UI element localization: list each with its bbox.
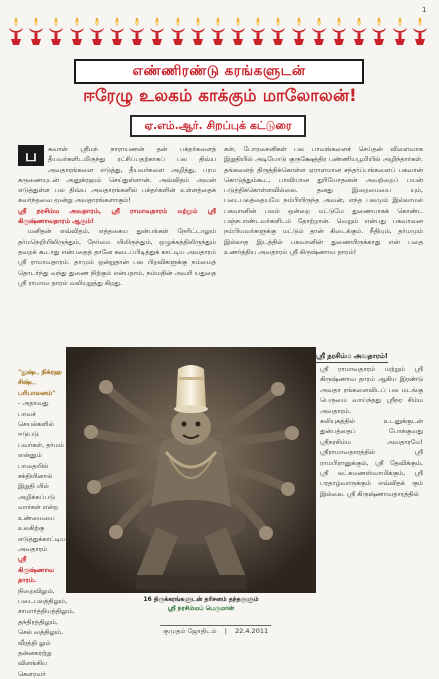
lamp-icon [370,15,388,47]
title-line-1: எண்ணிரண்டு கரங்களுடன் [132,62,306,79]
section-heading: ஸ்ரீ நரசிம்ம அவதாரம்! [316,352,388,360]
lamp-icon [269,15,287,47]
title-line-2: ஈரேழு உலகம் காக்கும் மாலோலன்! [83,86,357,105]
paragraph-text: கள், போரசைனிகள் பல பாவங்களைச் செய்தன் விளைவாக இறுதியில் அடியோடு குருக்ஷேத்திர புண்ணியபூமியில் அழிந்தார்கள். தங்களைத் திருத்திக்கொள்ள ஏராளமான சந்தர்ப்பங்களைப் பகவான் கொடுத்தும்கூட, பாவியான துரியோதனன் அவற்றைப் பயன் படுத்திக்கொள்ளவில்லை. தனது இறைமையை யும், படைபலத்தையுமே நம்பியிருந்த அவன், எந்த பலமும் இல்லாமல் பகவானின் பலம் ஒன்றை மட்டுமே துணையாகக் கொண்ட பஞ்சபாண்டவர்களிடம் தோற்றான். வெறும் என்பது பகவானை நம்பியவர்களுக்கு மட்டும் தான் கிடைக்கும். நீதியும், தர்மமும் இல்லாத இடத்தில் பகவானின் துணையிருக்காது என் பதை உணர்த்திய அவதாரம் ஸ்ரீ கிருஷ்ணாவ தாரம்! [224,145,423,256]
paragraph-highlight: ஸ்ரீ கிருஷ்ணாவ தாரம். [18,555,54,585]
paragraph-highlight: ஸ்ரீ நரசிம்ம அவதாரம், ஸ்ரீ ராமாவதாரம் மற்றும் ஸ்ரீ கிருஷ்ணாவதாரம் ஆகும்! [18,206,216,226]
subtitle: ஏ.எம்.ஆர். சிறப்புக் கட்டுரை [144,118,292,132]
paragraph-text: கவான் ஸ்ரீமந் நாராயணன் தன் பக்தர்களைத் தீயவர்களிடமிருந்து ரட்சிப்பதற்காகப் பல திவ்ய அவதாரங்களை எடுத்து, தீயவர்களை அழித்து, பரம கருணையுடன் அனுக்ரஹம் செய்துள்ளான். அவ்விதம் அவன் எடுத்துள்ள பல திவ்ய அவதாரங்களில் பக்தர்களின் உள்ளத்தைக் கவர்ந்தவை மூன்று அவதாரங்களாகும்! [18,145,216,205]
footer-magazine: குமுதம் ஜோதிடம் [163,627,217,635]
lamp-icon [88,15,106,47]
lamp-icon [169,15,187,47]
article-column-narrow-right [320,364,423,499]
subtitle-box [130,115,306,137]
drop-cap: ப [18,145,44,166]
quote-text: "துஷ்ட நிக்ரஹ சிஷ்ட பரிபாலனம்" [18,368,62,397]
article-column-left [18,144,216,288]
lamp-icon [350,15,368,47]
lamp-icon [7,15,25,47]
paragraph-text: நிறைவிலும், படைபலத்திலும், சாமார்த்தியத்திலும், தந்திரத்திலும், செல் வத்திலும், வீரத்தி லும் தன்னகரற்று விளங்கிய கௌரவர் [18,586,75,678]
paragraph [18,226,216,288]
lamp-icon [249,15,267,47]
lamp-icon [108,15,126,47]
lamp-icon [310,15,328,47]
paragraph-text: மனிதன் எவ்விதம், எத்தகைய துன்பங்கள் நேரிட்டாலும் தர்மநெறியிலிருந்தும், நேர்மை யிலிருந்தும், ஒழுக்கத்திலிருந்தும் தவறக் கூடாது என்பதைத் தானே கடைப்பிடித்துக் காட்டிய அவதாரம் ஸ்ரீ ராமாவதாரம். தாமும் ஒன்றுதான் பல பிறவிகளுக்கு நம்மைத் தொடர்ந்து வந்து துணை நிற்கும் என்பதாம், நம்மதின் அவரி யதுதை ஸ்ரீ ராமாவ தாரம் வலியுறுத்து கிறது. [18,227,216,287]
narasimha-deity-photo [66,347,316,593]
lamp-icon [27,15,45,47]
paragraph-text: ஸ்ரீ ராமாவதாரம் மற்றும் ஸ்ரீ கிருஷ்ணாவ தாரம் ஆகிய இரண்டு அவதா ரங்களைவிடப் பல மடங்கு பெருமை வாய்ந்தது ஸ்ரீநர சிம்ம அவதாரம். [320,365,423,415]
paragraph-text: - அதாவது பாவச் செயல்களில் ஈடுபடு பவர்கள், தர்மம் என்னும் பாதையில் சக்தியினால் இறுதி யில் அழிக்கப்படு வார்கள் என்ற உண்மையை உலகிற்கு எடுத்துக்காட்டிய அவதாரம் [18,399,66,553]
lamp-icon [229,15,247,47]
paragraph-text: கலியுகத்தில் உடனுக்குடன் துன்பத்தைப் போக்குவது ஸ்ரீநரசிம்ம அவதாரமே! ஸ்ரீராமாவதாரத்தில் ஸ்ரீ ராமபிரானுக்கும், ஸ்ரீ தேவிக்கும், ஸ்ரீ லட்சுமணஸ்வாமிக்கும், ஸ்ரீ பரதாழ்வாருக்கும் எவ்விதக் கும் இல்லை. ஸ்ரீ கிருஷ்ணாவதாரத்தில் [320,417,423,498]
lamp-icon [68,15,86,47]
title-box [74,59,364,84]
photo-caption [96,595,306,613]
lamp-icon [128,15,146,47]
footer-date: 22.4.2011 [235,627,269,635]
lamp-icon [391,15,409,47]
deity-illustration [66,347,316,593]
article-column-narrow-left [18,367,75,679]
page-number: 1 [422,6,427,14]
footer-separator: | [224,627,227,635]
paragraph [18,144,216,206]
lamp-icon [209,15,227,47]
article-column-right [224,144,423,257]
caption-line-2: ஸ்ரீ நரசிம்மப் பெருமான் [167,605,235,612]
lamp-icon [330,15,348,47]
caption-line-1: 16 திருக்கரங்களுடன் தரிசனம் தந்தருளும் [143,596,259,603]
lamp-icon [290,15,308,47]
lamp-icon [47,15,65,47]
lamp-border-decoration [7,13,429,47]
lamp-icon [411,15,429,47]
page-footer [160,625,271,636]
lamp-icon [148,15,166,47]
lamp-icon [189,15,207,47]
